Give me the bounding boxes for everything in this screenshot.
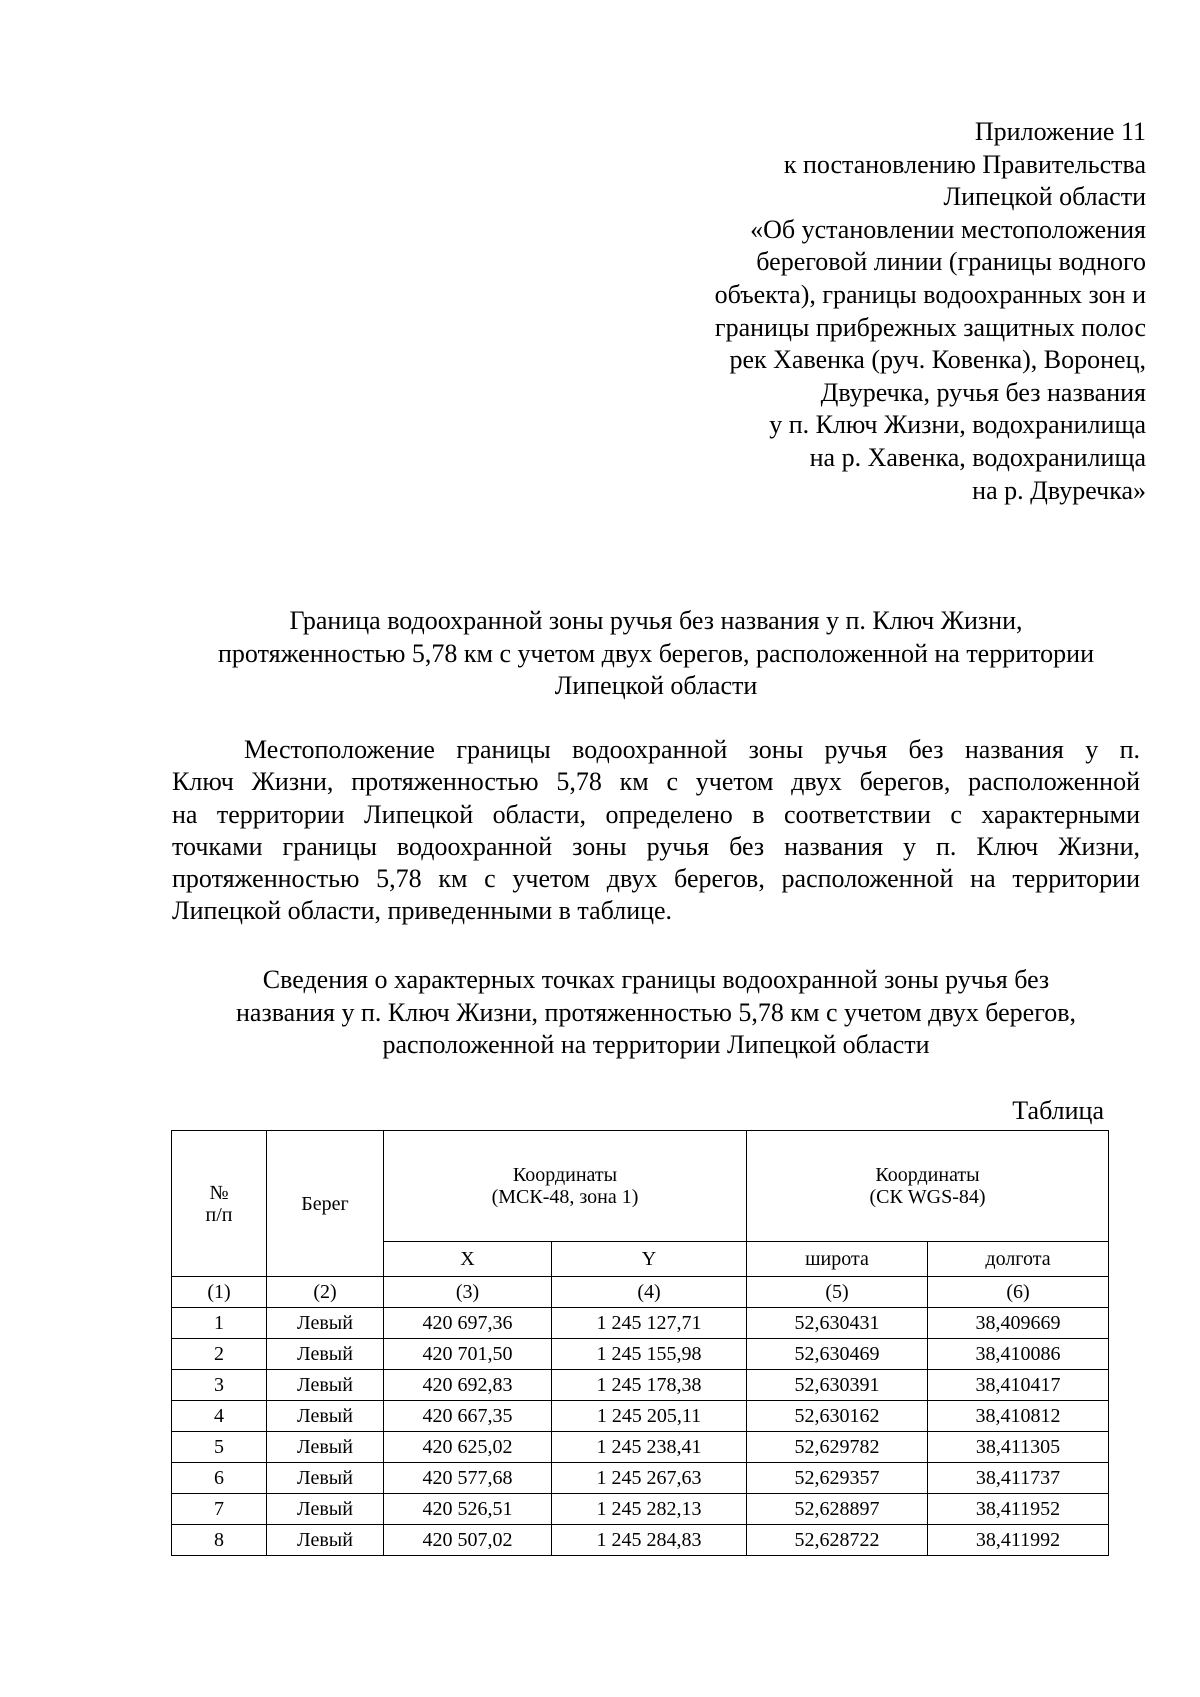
cell-latitude: 52,628722	[747, 1525, 928, 1556]
paragraph-line: Липецкой области, приведенными в таблице.	[172, 896, 673, 926]
cell-longitude: 38,410086	[928, 1339, 1109, 1370]
appendix-line: на р. Хавенка, водохранилища	[809, 442, 1146, 472]
table-row	[172, 1308, 1109, 1339]
table-caption-line: Сведения о характерных точках границы водоохранной зоны ручья без	[262, 965, 1050, 994]
title-line: Граница водоохранной зоны ручья без названия у п. Ключ Жизни,	[289, 606, 1023, 635]
header-msk-coordinates	[384, 1131, 747, 1242]
cell-longitude: 38,411305	[928, 1432, 1109, 1463]
table-caption	[172, 964, 1140, 1062]
cell-number: 7	[172, 1494, 267, 1525]
header-wgs-system: (СК WGS-84)	[869, 1186, 986, 1208]
appendix-line: рек Хавенка (руч. Ковенка), Воронец,	[729, 345, 1146, 375]
cell-number: 2	[172, 1339, 267, 1370]
cell-longitude: 38,411737	[928, 1463, 1109, 1494]
cell-x: 420 625,02	[384, 1432, 552, 1463]
cell-latitude: 52,629357	[747, 1463, 928, 1494]
appendix-line: границы прибрежных защитных полос	[714, 312, 1146, 342]
cell-longitude: 38,411992	[928, 1525, 1109, 1556]
column-index: (6)	[928, 1277, 1109, 1308]
column-index: (3)	[384, 1277, 552, 1308]
header-bank: Берег	[267, 1131, 384, 1277]
appendix-line: Липецкой области	[943, 182, 1146, 212]
header-number-symbol: №	[209, 1181, 229, 1204]
cell-latitude: 52,630162	[747, 1401, 928, 1432]
cell-bank: Левый	[267, 1432, 384, 1463]
cell-x: 420 577,68	[384, 1463, 552, 1494]
cell-y: 1 245 178,38	[552, 1370, 747, 1401]
cell-bank: Левый	[267, 1525, 384, 1556]
cell-bank: Левый	[267, 1370, 384, 1401]
header-number	[172, 1131, 267, 1277]
paragraph-line: Ключ Жизни, протяженностью 5,78 км с учетом двух берегов, расположенной	[172, 767, 1140, 797]
cell-y: 1 245 205,11	[552, 1401, 747, 1432]
cell-number: 4	[172, 1401, 267, 1432]
cell-number: 3	[172, 1370, 267, 1401]
cell-x: 420 507,02	[384, 1525, 552, 1556]
table-caption-line: названия у п. Ключ Жизни, протяженностью 5,78 км с учетом двух берегов,	[236, 997, 1076, 1027]
cell-number: 6	[172, 1463, 267, 1494]
body-paragraph	[172, 734, 1140, 928]
cell-longitude: 38,410417	[928, 1370, 1109, 1401]
appendix-line: «Об установлении местоположения	[750, 214, 1146, 244]
header-x: X	[384, 1242, 552, 1277]
appendix-header	[626, 116, 1146, 507]
paragraph-line: протяженностью 5,78 км с учетом двух берегов, расположенной на территории	[172, 864, 1140, 894]
cell-number: 5	[172, 1432, 267, 1463]
header-latitude: широта	[747, 1242, 928, 1277]
cell-bank: Левый	[267, 1339, 384, 1370]
column-index: (5)	[747, 1277, 928, 1308]
table-label: Таблица	[1012, 1096, 1104, 1125]
cell-x: 420 667,35	[384, 1401, 552, 1432]
cell-y: 1 245 267,63	[552, 1463, 747, 1494]
cell-number: 1	[172, 1308, 267, 1339]
cell-number: 8	[172, 1525, 267, 1556]
cell-bank: Левый	[267, 1494, 384, 1525]
header-msk-system: (МСК-48, зона 1)	[491, 1186, 639, 1208]
table-caption-line: расположенной на территории Липецкой области	[382, 1030, 930, 1059]
appendix-line: к постановлению Правительства	[783, 149, 1146, 179]
appendix-line: Двуречка, ручья без названия	[820, 377, 1146, 407]
column-index: (2)	[267, 1277, 384, 1308]
header-wgs-coordinates	[747, 1131, 1109, 1242]
cell-latitude: 52,630469	[747, 1339, 928, 1370]
table-row	[172, 1401, 1109, 1432]
header-y: Y	[552, 1242, 747, 1277]
table-row	[172, 1370, 1109, 1401]
table-header-row	[172, 1131, 1109, 1242]
cell-longitude: 38,409669	[928, 1308, 1109, 1339]
cell-y: 1 245 127,71	[552, 1308, 747, 1339]
cell-x: 420 701,50	[384, 1339, 552, 1370]
header-wgs-title: Координаты	[875, 1164, 980, 1186]
cell-latitude: 52,628897	[747, 1494, 928, 1525]
column-index: (4)	[552, 1277, 747, 1308]
cell-bank: Левый	[267, 1401, 384, 1432]
column-index-row	[172, 1277, 1109, 1308]
appendix-line: береговой линии (границы водного	[756, 247, 1146, 277]
cell-latitude: 52,629782	[747, 1432, 928, 1463]
coordinates-table	[171, 1130, 1109, 1556]
cell-longitude: 38,411952	[928, 1494, 1109, 1525]
cell-bank: Левый	[267, 1308, 384, 1339]
appendix-line: у п. Ключ Жизни, водохранилища	[769, 410, 1146, 440]
appendix-line: Приложение 11	[974, 117, 1146, 146]
appendix-line: объекта), границы водоохранных зон и	[714, 279, 1146, 309]
header-longitude: долгота	[928, 1242, 1109, 1277]
cell-longitude: 38,410812	[928, 1401, 1109, 1432]
title-line: Липецкой области	[554, 671, 758, 700]
cell-x: 420 697,36	[384, 1308, 552, 1339]
table-row	[172, 1432, 1109, 1463]
header-msk-title: Координаты	[512, 1164, 618, 1186]
header-number-abbr: п/п	[205, 1203, 233, 1226]
paragraph-line: точками границы водоохранной зоны ручья без названия у п. Ключ Жизни,	[172, 831, 1140, 861]
table-row	[172, 1463, 1109, 1494]
cell-latitude: 52,630391	[747, 1370, 928, 1401]
table-row	[172, 1494, 1109, 1525]
title-line: протяженностью 5,78 км с учетом двух берегов, расположенной на территории	[218, 638, 1094, 668]
cell-x: 420 692,83	[384, 1370, 552, 1401]
cell-latitude: 52,630431	[747, 1308, 928, 1339]
cell-y: 1 245 155,98	[552, 1339, 747, 1370]
column-index: (1)	[172, 1277, 267, 1308]
paragraph-line: на территории Липецкой области, определено в соответствии с характерными	[172, 799, 1140, 829]
cell-y: 1 245 282,13	[552, 1494, 747, 1525]
cell-y: 1 245 284,83	[552, 1525, 747, 1556]
appendix-line: на р. Двуречка»	[972, 475, 1146, 505]
cell-bank: Левый	[267, 1463, 384, 1494]
table-row	[172, 1339, 1109, 1370]
paragraph-line: Местоположение границы водоохранной зоны ручья без названия у п.	[244, 735, 1140, 764]
cell-x: 420 526,51	[384, 1494, 552, 1525]
cell-y: 1 245 238,41	[552, 1432, 747, 1463]
document-title	[172, 605, 1140, 703]
table-row	[172, 1525, 1109, 1556]
